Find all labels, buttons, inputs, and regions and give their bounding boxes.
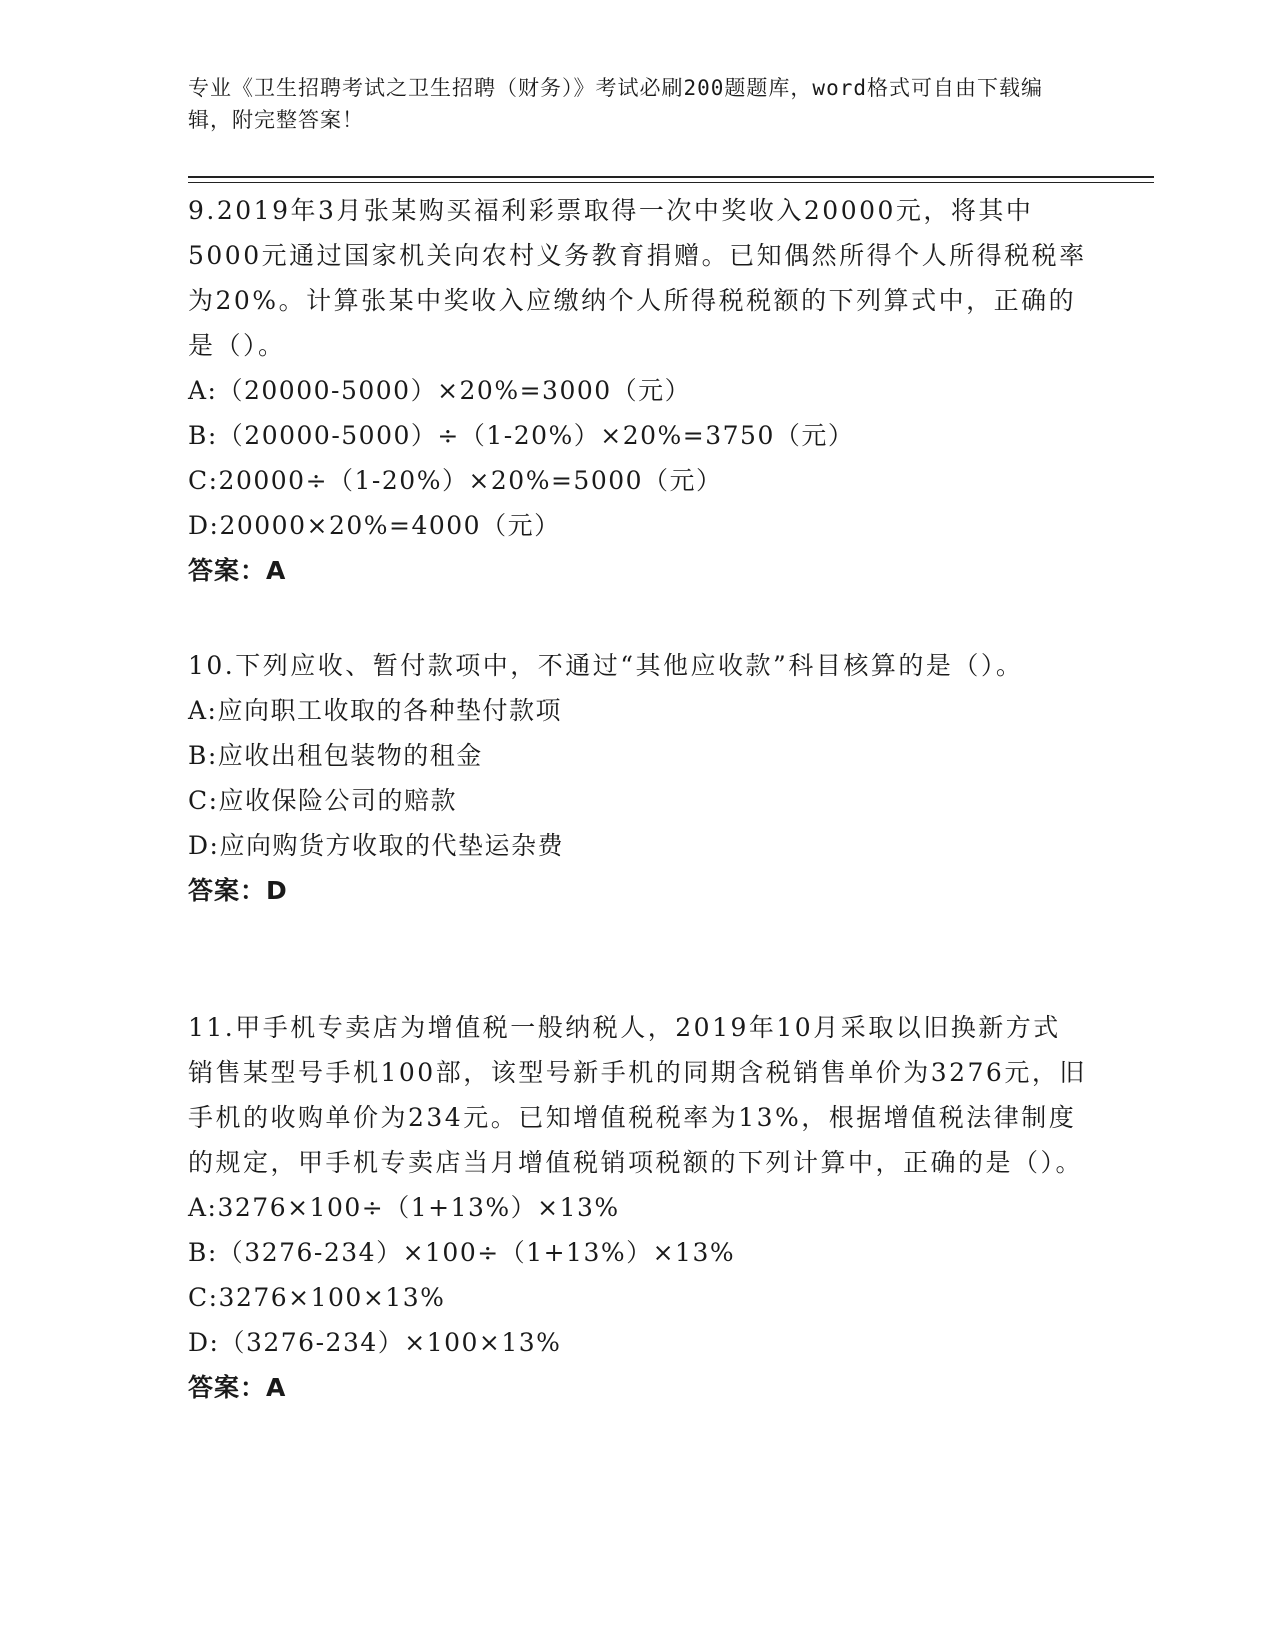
header-divider-thin xyxy=(188,182,1154,183)
answer: 答案：D xyxy=(188,876,288,905)
question-11 xyxy=(188,1005,1088,1410)
option-a: A:（20000-5000）×20%=3000（元） xyxy=(188,376,692,405)
document-header: 专业《卫生招聘考试之卫生招聘（财务）》考试必刷200题题库，word格式可自由下载编辑，附完整答案！ xyxy=(188,76,1043,132)
option-b: B:应收出租包装物的租金 xyxy=(188,741,483,770)
option-c: C:20000÷（1-20%）×20%=5000（元） xyxy=(188,466,723,495)
option-b: B:（20000-5000）÷（1-20%）×20%=3750（元） xyxy=(188,421,855,450)
option-c: C:应收保险公司的赔款 xyxy=(188,786,458,815)
question-stem: 10.下列应收、暂付款项中，不通过“其他应收款”科目核算的是（）。 xyxy=(188,651,1024,680)
option-a: A:3276×100÷（1+13%）×13% xyxy=(188,1193,620,1222)
answer: 答案：A xyxy=(188,1373,287,1402)
option-b: B:（3276-234）×100÷（1+13%）×13% xyxy=(188,1238,736,1267)
question-stem: 11.甲手机专卖店为增值税一般纳税人，2019年10月采取以旧换新方式销售某型号手机100部，该型号新手机的同期含税销售单价为3276元，旧手机的收购单价为234元。已知增值税税率为13%，根据增值税法律制度的规定，甲手机专卖店当月增值税销项税额的下列计算中，正确的是（）。 xyxy=(188,1013,1087,1177)
option-a: A:应向职工收取的各种垫付款项 xyxy=(188,696,562,725)
question-stem: 9.2019年3月张某购买福利彩票取得一次中奖收入20000元，将其中5000元通过国家机关向农村义务教育捐赠。已知偶然所得个人所得税税率为20%。计算张某中奖收入应缴纳个人所得税税额的下列算式中，正确的是（）。 xyxy=(188,196,1087,360)
question-9 xyxy=(188,188,1088,593)
answer: 答案：A xyxy=(188,556,287,585)
option-d: D:（3276-234）×100×13% xyxy=(188,1328,562,1357)
question-10 xyxy=(188,643,1088,913)
header-divider xyxy=(188,176,1154,178)
option-d: D:应向购货方收取的代垫运杂费 xyxy=(188,831,564,860)
option-d: D:20000×20%=4000（元） xyxy=(188,511,561,540)
option-c: C:3276×100×13% xyxy=(188,1283,446,1312)
